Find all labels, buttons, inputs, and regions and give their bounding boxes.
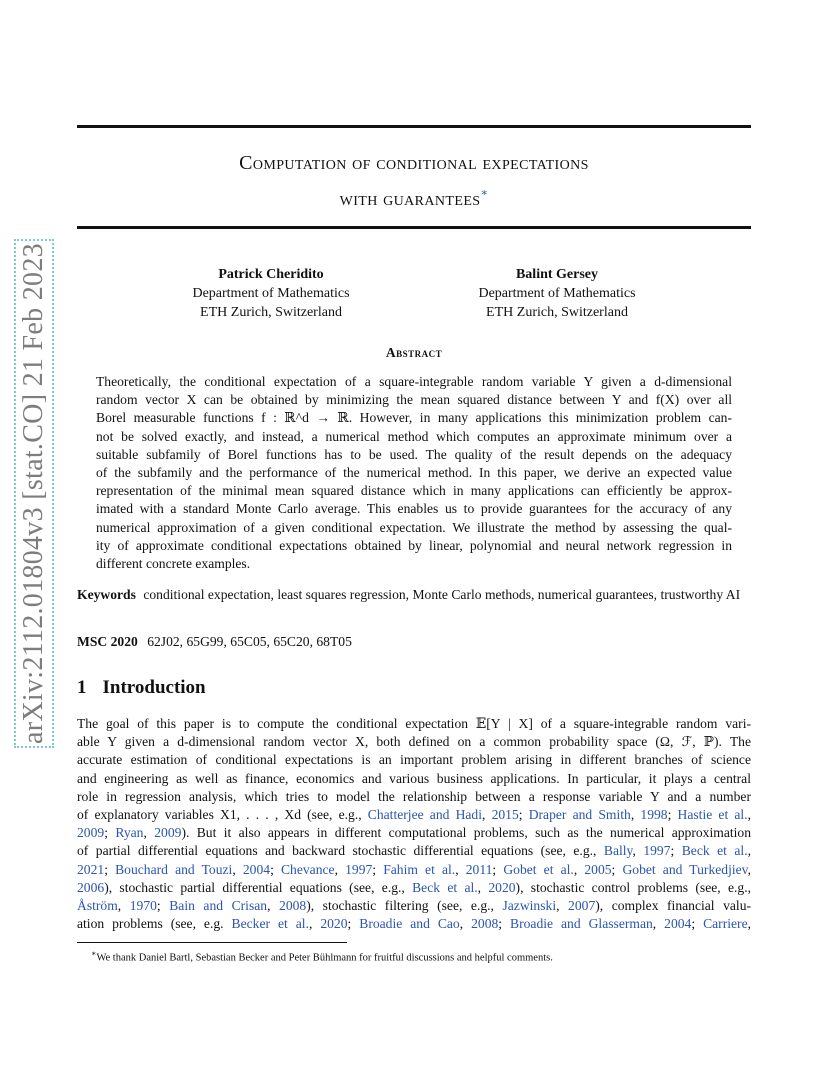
author-block [121, 265, 421, 322]
citation-link[interactable]: Hastie et al. [677, 807, 748, 823]
abstract-line: suitable subfamily of Borel functions has to be used. The quality of the result depends on the adequacy [96, 446, 732, 462]
citation-link[interactable]: 1998 [640, 807, 668, 823]
abstract-line: random vector X can be obtained by minimizing the mean squared distance between Y and f(X) over all [96, 392, 732, 408]
abstract-body [96, 373, 732, 573]
citation-link[interactable]: Beck et al. [412, 879, 478, 895]
citation-link[interactable]: 2009 [154, 825, 182, 841]
keywords-label: Keywords [77, 587, 136, 602]
citation-link[interactable]: 2011 [465, 861, 493, 877]
abstract-line: of the subfamily and the performance of the numerical method. In this paper, we derive an expected value [96, 465, 732, 481]
citation-link[interactable]: 2006 [77, 879, 105, 895]
intro-line: 2006), stochastic partial differential equations (see, e.g., Beck et al., 2020), stochastic control problems (see, e.g., [77, 879, 751, 895]
title-line-1: Computation of conditional expectations [239, 152, 589, 174]
intro-line: role in regression analysis, which tries to model the relationship between a response variable Y and a number [77, 788, 751, 804]
citation-link[interactable]: Beck et al. [681, 843, 748, 859]
intro-line: able Y given a d-dimensional random vector X, both defined on a common probability space (Ω, ℱ, ℙ). The [77, 734, 751, 750]
paper-title [77, 148, 751, 214]
intro-line: 2021; Bouchard and Touzi, 2004; Chevance, 1997; Fahim et al., 2011; Gobet et al., 2005; Gobet and Turkedjiev, [77, 861, 751, 877]
citation-link[interactable]: 1997 [345, 861, 373, 877]
title-line-2-wrap [77, 178, 751, 214]
citation-link[interactable]: Carriere [703, 916, 748, 932]
citation-link[interactable]: Becker et al. [231, 916, 309, 932]
title-line-2: with guarantees [339, 188, 481, 210]
arxiv-identifier[interactable]: arXiv:2112.01804v3 [stat.CO] 21 Feb 2023 [14, 239, 54, 748]
msc-codes: 62J02, 65G99, 65C05, 65C20, 68T05 [147, 634, 352, 649]
intro-line: of partial differential equations and backward stochastic differential equations (see, e.g., Bally, 1997; Beck et al., [77, 843, 751, 859]
keywords [77, 586, 751, 604]
citation-link[interactable]: Gobet and Turkedjiev [622, 861, 748, 877]
footnote-text: We thank Daniel Bartl, Sebastian Becker and Peter Bühlmann for fruitful discussions and helpful comments. [96, 952, 553, 964]
citation-link[interactable]: Åström [77, 898, 118, 914]
citation-link[interactable]: Jazwinski [502, 898, 557, 914]
citation-link[interactable]: 2004 [664, 916, 692, 932]
citation-link[interactable]: Gobet et al. [503, 861, 574, 877]
intro-line: 2009; Ryan, 2009). But it also appears in different computational problems, such as the numerical approximation [77, 825, 751, 841]
citation-link[interactable]: 2009 [77, 825, 105, 841]
author-block [407, 265, 707, 322]
footnote [91, 947, 553, 966]
citation-link[interactable]: Bally [603, 843, 633, 859]
citation-link[interactable]: 2007 [568, 898, 596, 914]
footnote-mark: ∗ [91, 949, 97, 958]
author-name: Patrick Cheridito [218, 267, 324, 282]
abstract-line: numerical approximation of a given conditional expectation. We illustrate the method by assessing the qual- [96, 519, 732, 535]
intro-line: Åström, 1970; Bain and Crisan, 2008), stochastic filtering (see, e.g., Jazwinski, 2007), complex financial valu- [77, 898, 752, 914]
section-heading [77, 677, 206, 699]
introduction-body [77, 715, 751, 933]
keywords-text: conditional expectation, least squares regression, Monte Carlo methods, numerical guarantees, trustworthy AI [143, 587, 741, 602]
citation-link[interactable]: 2021 [77, 861, 105, 877]
intro-line: accurate estimation of conditional expectations is an important problem arising in different branches of science [77, 752, 751, 768]
abstract-line: Theoretically, the conditional expectation of a square-integrable random variable Y given a d-dimensional [96, 374, 732, 389]
citation-link[interactable]: Chevance [280, 861, 335, 877]
citation-link[interactable]: Fahim et al. [383, 861, 456, 877]
section-number: 1 [77, 677, 87, 698]
citation-link[interactable]: Draper and Smith [528, 807, 631, 823]
title-rule-bottom [77, 226, 751, 229]
author-name: Balint Gersey [515, 267, 599, 282]
citation-link[interactable]: 2015 [491, 807, 519, 823]
footnote-rule [77, 942, 347, 943]
citation-link[interactable]: Broadie and Cao [359, 916, 460, 932]
author-department: Department of Mathematics [478, 286, 636, 301]
msc-classification [77, 633, 352, 651]
citation-link[interactable]: 1997 [643, 843, 671, 859]
author-institution: ETH Zurich, Switzerland [486, 305, 628, 320]
citation-link[interactable]: 1970 [129, 898, 157, 914]
abstract-line: ity of approximate conditional expectations obtained by linear, polynomial and neural network regression in [96, 537, 732, 553]
title-rule-top [77, 125, 751, 128]
citation-link[interactable]: 2004 [242, 861, 271, 877]
citation-link[interactable]: 2020 [488, 879, 516, 895]
intro-line: of explanatory variables X1, . . . , Xd (see, e.g., Chatterjee and Hadi, 2015; Draper and Smith, 1998; Hastie et al., [77, 807, 751, 823]
citation-link[interactable]: Bain and Crisan [169, 898, 268, 914]
citation-link[interactable]: Bouchard and Touzi [115, 861, 233, 877]
abstract-line: not be solved exactly, and instead, a numerical method which computes an approximate minimum over a [96, 428, 732, 444]
citation-link[interactable]: 2020 [320, 916, 348, 932]
author-department: Department of Mathematics [192, 286, 350, 301]
citation-link[interactable]: 2005 [584, 861, 612, 877]
citation-link[interactable]: Broadie and Glasserman [510, 916, 653, 932]
abstract-line: imated with a standard Monte Carlo average. This enables us to provide guarantees for the accuracy of any [96, 501, 732, 517]
abstract-line: Borel measurable functions f : ℝ^d → ℝ. However, in many applications this minimization problem can- [96, 410, 732, 426]
intro-line: and engineering as well as finance, economics and various business applications. In particular, it plays a central [77, 770, 751, 786]
citation-link[interactable]: Chatterjee and Hadi [367, 807, 482, 823]
title-footnote-mark[interactable]: ∗ [480, 187, 489, 199]
author-institution: ETH Zurich, Switzerland [200, 305, 342, 320]
section-title: Introduction [102, 677, 206, 698]
abstract-line: different concrete examples. [96, 556, 251, 572]
intro-line: ation problems (see, e.g. Becker et al., 2020; Broadie and Cao, 2008; Broadie and Glasserman, 2004; Carriere, [77, 916, 752, 932]
msc-label: MSC 2020 [77, 634, 138, 649]
citation-link[interactable]: Ryan [115, 825, 144, 841]
intro-line: The goal of this paper is to compute the conditional expectation 𝔼[Y | X] of a square-integrable random vari- [77, 716, 751, 731]
abstract-heading: Abstract [385, 345, 443, 360]
citation-link[interactable]: 2008 [471, 916, 499, 932]
abstract-line: representation of the minimal mean squared distance which in many applications can efficiently be approx- [96, 483, 732, 499]
citation-link[interactable]: 2008 [279, 898, 307, 914]
